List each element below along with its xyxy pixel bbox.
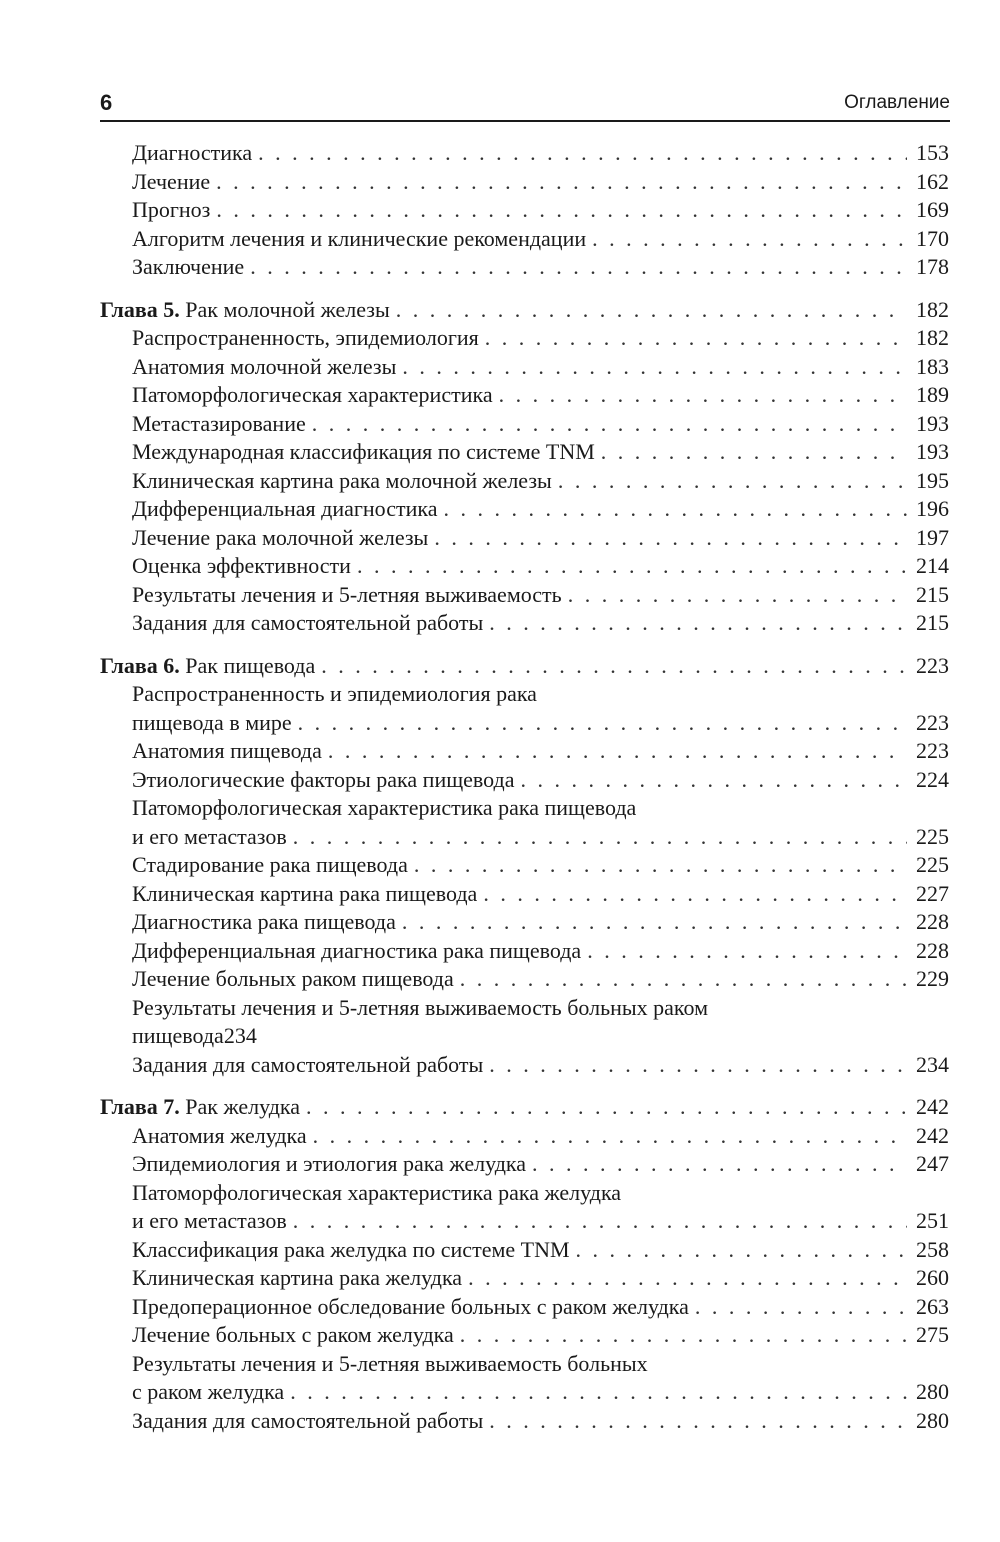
toc-entry[interactable] bbox=[100, 709, 949, 738]
toc-entry-title: Лечение bbox=[132, 168, 211, 194]
toc-entry-page: 280 bbox=[916, 1407, 949, 1433]
toc-entry-page: 215 bbox=[916, 610, 949, 635]
toc-entry-title: Стадирование рака пищевода bbox=[132, 852, 408, 877]
toc-entry-title: Результаты лечения и 5-летняя выживаемость bbox=[132, 581, 562, 607]
toc-entry-title: Классификация рака желудка по системе TNM bbox=[132, 1236, 570, 1262]
toc-entry-title: Диагностика bbox=[132, 140, 253, 165]
toc-entry[interactable] bbox=[100, 1150, 949, 1179]
toc-entry-title: Результаты лечения и 5-летняя выживаемость больных bbox=[132, 1350, 648, 1376]
toc-entry-page: 153 bbox=[916, 140, 949, 165]
toc-entry-page: 228 bbox=[916, 909, 949, 934]
chapter-title: Рак пищевода bbox=[185, 652, 316, 678]
chapter-heading[interactable] bbox=[100, 1093, 949, 1122]
toc-entry-title: Задания для самостоятельной работы bbox=[132, 610, 484, 635]
chapter-label: Глава 6. bbox=[100, 652, 180, 678]
toc-entry-title: Клиническая картина рака пищевода bbox=[132, 880, 478, 906]
toc-entry-line[interactable] bbox=[100, 994, 949, 1023]
toc-entry[interactable] bbox=[100, 1407, 949, 1436]
toc-entry-title: Метастазирование bbox=[132, 410, 306, 436]
toc-entry[interactable] bbox=[100, 253, 949, 282]
toc-entry-page: 196 bbox=[916, 496, 949, 521]
toc-entry-title: пищевода234 bbox=[132, 1023, 257, 1048]
toc-entry-page: 280 bbox=[916, 1379, 949, 1404]
toc-entry-title: Дифференциальная диагностика bbox=[132, 496, 438, 521]
toc-entry-title: Анатомия молочной железы bbox=[132, 353, 397, 379]
toc-entry-page: 260 bbox=[916, 1265, 949, 1290]
toc-entry[interactable] bbox=[100, 139, 949, 168]
toc-entry[interactable] bbox=[100, 1378, 949, 1407]
chapter-4-continuation bbox=[100, 139, 949, 282]
toc-entry-page: 234 bbox=[916, 1051, 949, 1077]
toc-entry[interactable] bbox=[100, 467, 949, 496]
toc-entry[interactable] bbox=[100, 1122, 949, 1151]
chapter-label: Глава 7. bbox=[100, 1094, 180, 1119]
toc-entry[interactable] bbox=[100, 851, 949, 880]
toc-entry-title: Эпидемиология и этиология рака желудка bbox=[132, 1151, 527, 1176]
toc-entry[interactable] bbox=[100, 353, 949, 382]
chapter-heading[interactable] bbox=[100, 652, 949, 681]
toc-entry-page: 258 bbox=[916, 1236, 949, 1262]
toc-entry[interactable] bbox=[100, 937, 949, 966]
toc-entry-title: Задания для самостоятельной работы bbox=[132, 1051, 484, 1077]
toc-entry[interactable] bbox=[100, 1207, 949, 1236]
toc-entry[interactable] bbox=[100, 324, 949, 353]
toc-entry[interactable] bbox=[100, 381, 949, 410]
toc-entry-page: 263 bbox=[916, 1293, 949, 1319]
toc-entry-page: 170 bbox=[916, 225, 949, 251]
chapter-7 bbox=[100, 1093, 949, 1435]
toc-entry-page: 225 bbox=[916, 823, 949, 849]
toc-entry-line[interactable] bbox=[100, 1022, 949, 1051]
toc-entry-line[interactable] bbox=[100, 794, 949, 823]
toc-entry-title: Лечение больных с раком желудка bbox=[132, 1322, 454, 1347]
toc-entry-page: 223 bbox=[916, 738, 949, 763]
toc-entry-line[interactable] bbox=[100, 680, 949, 709]
toc-entry-page: 229 bbox=[916, 966, 949, 991]
toc-entry-title: Клиническая картина рака желудка bbox=[132, 1265, 463, 1290]
toc-entry[interactable] bbox=[100, 1293, 949, 1322]
toc-entry-page: 182 bbox=[916, 325, 949, 350]
toc-entry-title: Патоморфологическая характеристика рака пищевода bbox=[132, 795, 637, 820]
toc-entry-page: 242 bbox=[916, 1122, 949, 1148]
toc-entry-title: Алгоритм лечения и клинические рекомендации bbox=[132, 225, 587, 251]
toc-entry-title: Лечение больных раком пищевода bbox=[132, 966, 454, 991]
chapter-title: Рак молочной железы bbox=[185, 296, 390, 322]
toc-entry-page: 193 bbox=[916, 439, 949, 464]
toc-entry-page: 182 bbox=[916, 296, 949, 322]
toc-entry-title: Предоперационное обследование больных с раком желудка bbox=[132, 1293, 689, 1319]
toc-entry-page: 223 bbox=[916, 652, 949, 678]
toc-entry-title: Результаты лечения и 5-летняя выживаемость больных раком bbox=[132, 994, 709, 1020]
toc-entry-page: 195 bbox=[916, 467, 949, 493]
toc-entry[interactable] bbox=[100, 880, 949, 909]
toc-entry[interactable] bbox=[100, 196, 949, 225]
toc-entry-page: 214 bbox=[916, 553, 949, 578]
toc-entry-page: 224 bbox=[916, 766, 949, 792]
toc-entry-page: 227 bbox=[916, 880, 949, 906]
page-number: 6 bbox=[100, 90, 113, 115]
toc-entry-page: 251 bbox=[916, 1208, 949, 1233]
toc-entry[interactable] bbox=[100, 965, 949, 994]
toc-entry[interactable] bbox=[100, 552, 949, 581]
toc-entry[interactable] bbox=[100, 1236, 949, 1265]
toc-entry[interactable] bbox=[100, 1264, 949, 1293]
toc-entry-page: 223 bbox=[916, 709, 949, 735]
toc-entry[interactable] bbox=[100, 168, 949, 197]
toc-entry-title: Клиническая картина рака молочной железы bbox=[132, 467, 552, 493]
toc-entry-title: Оценка эффективности bbox=[132, 553, 351, 578]
toc-entry[interactable] bbox=[100, 1051, 949, 1080]
chapter-6 bbox=[100, 652, 949, 1080]
toc-entry-page: 178 bbox=[916, 254, 949, 279]
chapter-5 bbox=[100, 296, 949, 638]
toc-entry-page: 247 bbox=[916, 1151, 949, 1176]
toc-entry-title: Этиологические факторы рака пищевода bbox=[132, 766, 515, 792]
toc-entry-page: 193 bbox=[916, 410, 949, 436]
toc-entry-page: 225 bbox=[916, 852, 949, 877]
toc-entry-title: Дифференциальная диагностика рака пищевода bbox=[132, 937, 582, 963]
toc-entry[interactable] bbox=[100, 766, 949, 795]
toc-entry[interactable] bbox=[100, 737, 949, 766]
toc-entry-page: 242 bbox=[916, 1094, 949, 1119]
toc-entry[interactable] bbox=[100, 524, 949, 553]
toc-entry[interactable] bbox=[100, 495, 949, 524]
toc-entry-title: Диагностика рака пищевода bbox=[132, 909, 396, 934]
toc-entry-title: Задания для самостоятельной работы bbox=[132, 1407, 484, 1433]
toc-entry-title: Патоморфологическая характеристика рака желудка bbox=[132, 1179, 622, 1205]
toc-entry-page: 183 bbox=[916, 353, 949, 379]
table-of-contents bbox=[100, 139, 949, 1449]
toc-entry-page: 197 bbox=[916, 524, 949, 550]
toc-entry-title: с раком желудка bbox=[132, 1379, 285, 1404]
toc-entry-page: 169 bbox=[916, 197, 949, 222]
toc-entry-title: Патоморфологическая характеристика bbox=[132, 382, 493, 407]
toc-entry-title: Заключение bbox=[132, 254, 245, 279]
running-title: Оглавление bbox=[844, 92, 950, 113]
toc-entry-page: 162 bbox=[916, 168, 949, 194]
toc-entry[interactable] bbox=[100, 1321, 949, 1350]
toc-entry-page: 228 bbox=[916, 937, 949, 963]
toc-entry[interactable] bbox=[100, 581, 949, 610]
toc-entry-line[interactable] bbox=[100, 1350, 949, 1379]
toc-entry-title: и его метастазов bbox=[132, 1208, 287, 1233]
toc-entry-title: Международная классификация по системе TNM bbox=[132, 439, 595, 464]
toc-entry-title: и его метастазов bbox=[132, 823, 287, 849]
toc-entry-title: Анатомия пищевода bbox=[132, 738, 322, 763]
toc-entry-title: Прогноз bbox=[132, 197, 211, 222]
toc-entry[interactable] bbox=[100, 438, 949, 467]
toc-entry[interactable] bbox=[100, 908, 949, 937]
chapter-heading[interactable] bbox=[100, 296, 949, 325]
toc-entry-title: Лечение рака молочной железы bbox=[132, 524, 429, 550]
toc-entry[interactable] bbox=[100, 225, 949, 254]
toc-entry-title: Распространенность и эпидемиология рака bbox=[132, 681, 537, 706]
toc-entry[interactable] bbox=[100, 823, 949, 852]
toc-entry-page: 189 bbox=[916, 382, 949, 407]
toc-entry-title: Распространенность, эпидемиология bbox=[132, 325, 479, 350]
page-header bbox=[100, 88, 950, 122]
toc-entry[interactable] bbox=[100, 609, 949, 638]
toc-entry-title: пищевода в мире bbox=[132, 709, 292, 735]
toc-entry-line[interactable] bbox=[100, 1179, 949, 1208]
toc-entry-page: 275 bbox=[916, 1322, 949, 1347]
chapter-title: Рак желудка bbox=[185, 1094, 301, 1119]
toc-entry[interactable] bbox=[100, 410, 949, 439]
toc-entry-title: Анатомия желудка bbox=[132, 1122, 307, 1148]
chapter-label: Глава 5. bbox=[100, 296, 180, 322]
toc-entry-page: 215 bbox=[916, 581, 949, 607]
